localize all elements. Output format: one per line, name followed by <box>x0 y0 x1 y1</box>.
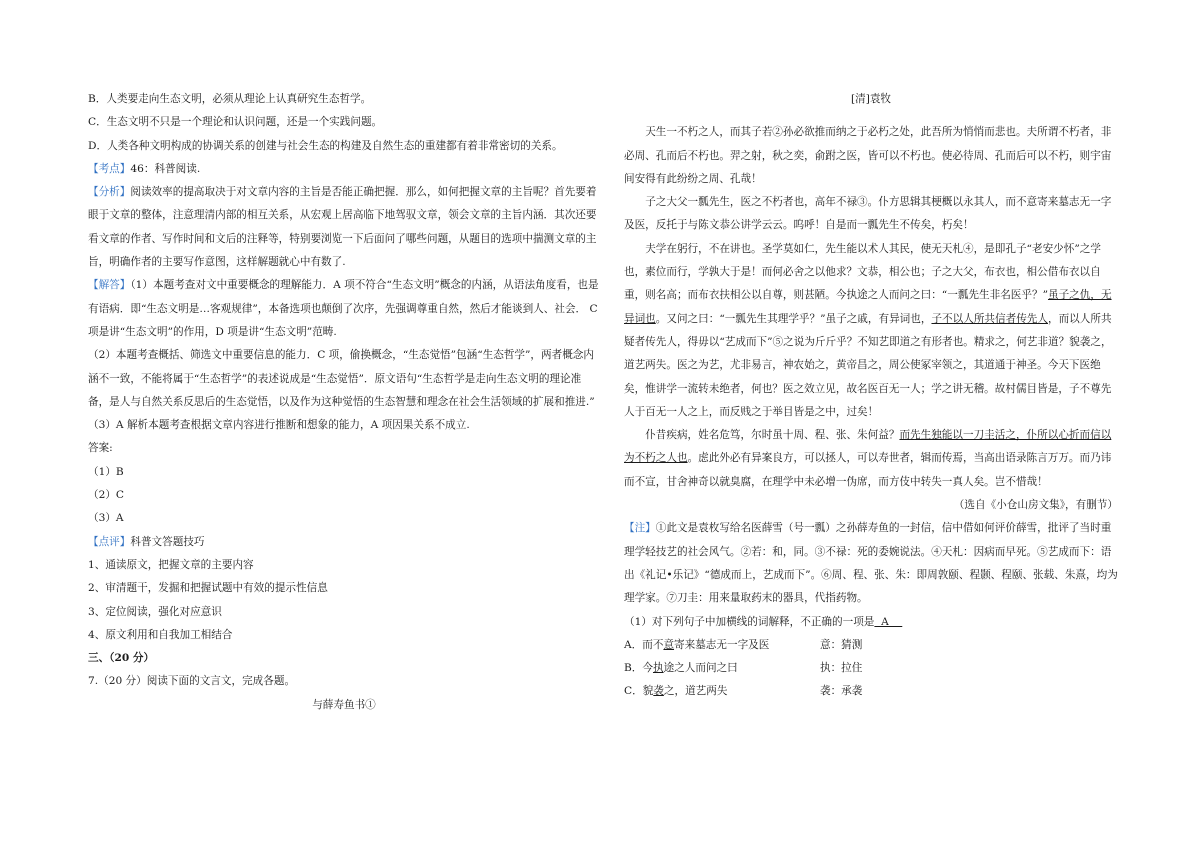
dianping-text: 科普文答题技巧 <box>130 535 205 548</box>
fenxi <box>88 181 600 274</box>
note-tag: 【注】 <box>624 522 656 535</box>
option-c-post: 之，道艺两失 <box>663 685 728 698</box>
tip-2: 2、审清题干，发掘和把握试题中有效的提示性信息 <box>88 582 328 595</box>
option-c-sentence <box>624 680 820 703</box>
option-a-gloss: 意：猜测 <box>820 638 863 651</box>
answer-3: （3）A <box>88 512 124 525</box>
para-3-text-a: 夫学在躬行，不在讲也。圣学莫如仁，先生能以术人其民，使无天札④，是即孔子“老安少怀”之学也，素位而行，学孰大于是！而何必舍之以他求？文恭，相公也；子之大父，布衣也，相公借布衣以自重，则名高；而布衣扶相公以自尊，则甚陋。今执途之人而问之曰：“一瓢先生非名医乎？” <box>624 242 1101 302</box>
option-c-pre: C．貌 <box>624 685 654 698</box>
underlined-sentence-3: 而先生独能以一刀圭活之，仆所以心折而信以为不朽之人也 <box>624 429 1112 465</box>
option-b-pre: B．今 <box>624 662 653 675</box>
essay-para-2: 子之大父一瓢先生，医之不朽者也，高年不禄③。仆方思辑其梗概以永其人，而不意寄来墓志无一字及医，反托于与陈文恭公讲学云云。呜呼！自是而一瓢先生不传矣，朽矣！ <box>624 196 1112 232</box>
left-column <box>88 88 600 717</box>
question-7: 7.（20 分）阅读下面的文言文，完成各题。 <box>88 675 296 688</box>
fenxi-tag: 【分析】 <box>88 186 131 199</box>
jieda-2: （2）本题考查概括、筛选文中重要信息的能力．C 项，偷换概念，“生态觉悟”包涵“生态哲学”，两者概念内涵不一致，不能将属于“生态哲学”的表述说成是“生态觉悟”．原文语句“生态哲学是走向生态文明的理论准备，是人与自然关系反思后的生态觉悟，以及作为这种觉悟的生态智慧和理念在社会生活领域的扩展和推进.” <box>88 349 595 408</box>
answer-label: 答案: <box>88 442 113 455</box>
dianping-tag: 【点评】 <box>88 535 131 548</box>
sub-question-1 <box>624 611 1118 634</box>
option-b-word: 执 <box>652 662 664 675</box>
answer-1: （1）B <box>88 465 124 478</box>
option-a-pre: A．而不 <box>624 638 664 651</box>
option-a-post: 寄来墓志无一字及医 <box>674 638 770 651</box>
option-row-b <box>624 657 1118 680</box>
underlined-sentence-2: 子不以人所共信者传先人 <box>931 312 1048 325</box>
sub-question-1-text: （1）对下列句子中加横线的词解释，不正确的一项是 <box>624 615 875 628</box>
jieda-1-text: （1）本题考查对文中重要概念的理解能力．A 项不符合“生态文明”概念的内涵，从语法角度看，也是有语病．即“生态文明是…客观规律”，本备选项也颠倒了次序，先强调尊重自然，然后才能谈到人、社会． C 项是讲“生态文明”的作用，D 项是讲“生态文明”范畴. <box>88 279 599 338</box>
essay-para-1: 天生一不朽之人，而其子若②孙必欲推而纳之于必朽之处，此吾所为悄悄而悲也。夫所谓不朽者，非必周、孔而后不朽也。羿之射，秋之奕，俞跗之医，皆可以不朽也。使必待周、孔而后可以不朽，则宇宙间安得有此纷纷之周、孔哉！ <box>624 126 1112 185</box>
option-row-a <box>624 634 1118 657</box>
note-text: ①此文是袁枚写给名医薛雪（号一瓢）之孙薛寿鱼的一封信，信中借如何评价薛雪，批评了当时重理学轻技艺的社会风气。②若：和，同。③不禄：死的委婉说法。④天札：因病而早死。⑤艺成而下：语出《礼记•乐记》“德成而上，艺成而下”。⑥周、程、张、朱：即周敦颐、程颢、程颐、张载、朱熹，均为理学家。⑦刀圭：用来量取药末的器具，代指药物。 <box>624 522 1118 605</box>
right-column <box>624 88 1118 704</box>
option-c: C．生态文明不只是一个理论和认识问题，还是一个实践问题。 <box>88 116 383 129</box>
kaodian-tag: 【考点】 <box>88 162 131 175</box>
para-3-text-c: ，而以人所共疑者传先人，得毋以“艺成而下”⑤之说为斤斤乎？不知艺即道之有形者也。精求之，何艺非道？貌袭之，道艺两失。医之为艺，尤非易言，神农始之，黄帝昌之，周公使冢宰领之，其道通于神圣。今天下医绝矣，惟讲学一流转未绝者，何也？医之效立见，故名医百无一人；学之讲无稽。故村儒目皆是，子不尊先人于百无一人之上，而反贱之于举目皆是之中，过矣！ <box>624 312 1112 418</box>
essay-source: （选自《小仓山房文集》，有删节） <box>953 499 1118 512</box>
essay-author: [清]袁牧 <box>850 93 892 105</box>
tip-1: 1、通读原文，把握文章的主要内容 <box>88 558 254 571</box>
essay-title: 与薛寿鱼书① <box>312 698 376 711</box>
essay-para-3 <box>624 238 1118 424</box>
option-b: B．人类要走向生态文明，必须从理论上认真研究生态哲学。 <box>88 93 372 105</box>
option-c-word: 袭 <box>653 685 664 698</box>
option-row-c <box>624 680 1118 703</box>
tip-3: 3、定位阅读，强化对应意识 <box>88 605 222 618</box>
jieda-1 <box>88 274 600 344</box>
underlined-sentence-1: 虽子之仇，无异词也 <box>624 289 1112 325</box>
option-b-post: 途之人而问之曰 <box>663 662 738 675</box>
option-b-gloss: 执：拉住 <box>820 662 863 675</box>
notes <box>624 517 1118 610</box>
option-d: D．人类各种文明构成的协调关系的创建与社会生态的构建及自然生态的重建都有着非常密切的关系。 <box>88 139 563 152</box>
section-heading: 三、（20 分） <box>88 652 155 665</box>
jieda-3: （3）A 解析本题考查根据文章内容进行推断和想象的能力，A 项因果关系不成立. <box>88 419 470 432</box>
answer-2: （2）C <box>88 489 125 502</box>
jieda-tag: 【解答】 <box>88 279 131 292</box>
option-c-gloss: 袭：承袭 <box>820 685 863 698</box>
para-3-text-b: 。又问之曰：“一瓢先生其理学乎？”虽子之戚，有异词也， <box>655 312 932 325</box>
kaodian-text: 46：科普阅读. <box>130 162 201 175</box>
dianping <box>88 531 600 554</box>
option-a-word: 意 <box>663 638 675 651</box>
kaodian <box>88 158 600 181</box>
fenxi-text: 阅读效率的提高取决于对文章内容的主旨是否能正确把握．那么，如何把握文章的主旨呢？首先要着眼于文章的整体，注意理清内部的相互关系，从宏观上居高临下地驾驭文章，领会文章的主旨内涵．其次还要看文章的作者、写作时间和文后的注释等，特别要浏览一下后面问了哪些问题，从题目的选项中揣测文章的主旨，明确作者的主要写作意图，这样解题就心中有数了. <box>88 186 597 269</box>
sub-question-1-answer: A <box>874 615 903 628</box>
essay-para-4 <box>624 424 1118 494</box>
option-b-sentence <box>624 657 820 680</box>
para-4-text-b: 。虑此外必有异案良方，可以拯人，可以寿世者，辑而传焉，当高出语录陈言万万。而乃讳而不宣，甘舍神奇以就臭腐，在理学中未必增一伪席，而方伎中转失一真人矣。岂不惜哉！ <box>624 452 1112 488</box>
para-4-text-a: 仆昔疾病，姓名危笃，尔时虽十周、程、张、朱何益？ <box>645 429 900 442</box>
option-a-sentence <box>624 634 820 657</box>
tip-4: 4、原文利用和自我加工相结合 <box>88 628 233 641</box>
